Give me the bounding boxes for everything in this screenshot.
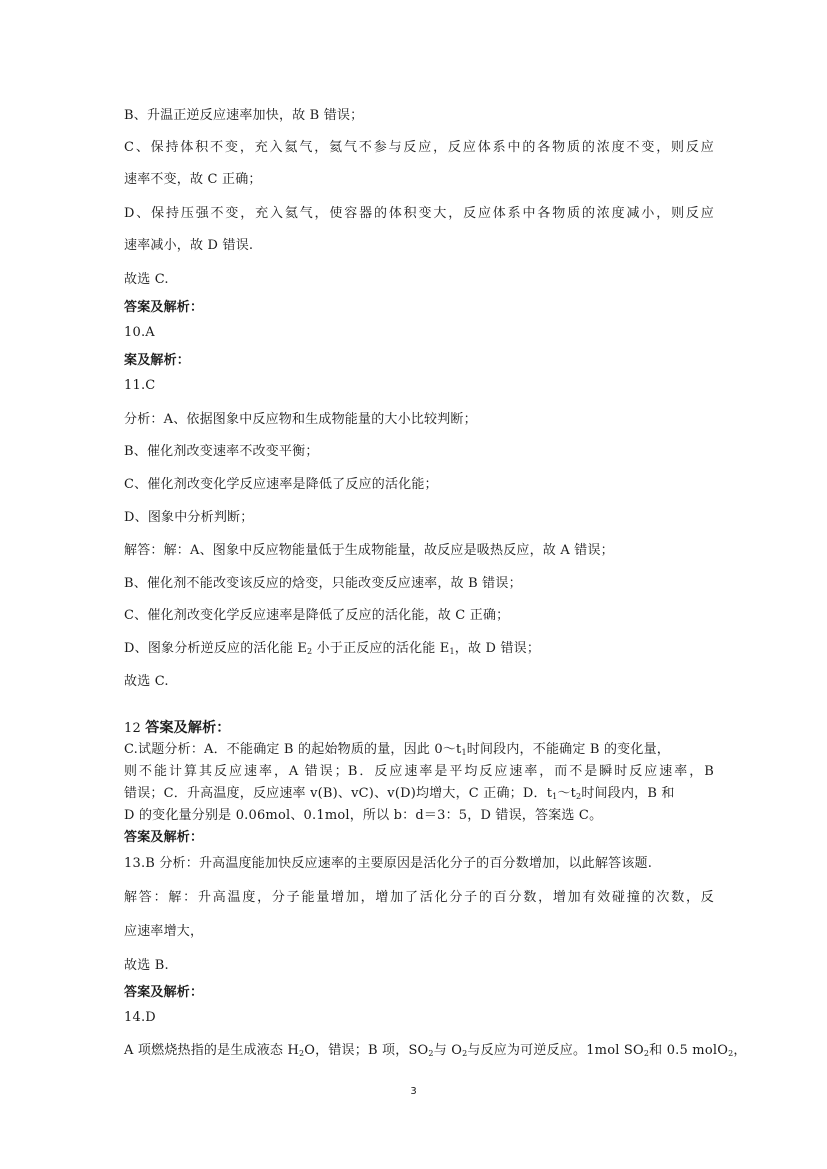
page-number: 3 <box>410 1086 417 1097</box>
q14-heading: 答案及解析： <box>124 985 204 1000</box>
q11-conclusion: 故选 C. <box>124 674 169 689</box>
q11-analysis-a: 分析：A、依据图象中反应物和生成物能量的大小比较判断； <box>124 412 477 427</box>
q12-line2: 则不能计算其反应速率，A 错误；B．反应速率是平均反应速率，而不是瞬时反应速率，B <box>124 764 714 779</box>
q11-solution-a: 解答：解：A、图象中反应物能量低于生成物能量，故反应是吸热反应，故 A 错误； <box>124 543 614 558</box>
q14-answer: 14.D <box>124 1010 156 1025</box>
q9-conclusion: 故选 C. <box>124 272 169 287</box>
q11-heading: 案及解析： <box>124 353 191 368</box>
q11-answer: 11.C <box>124 378 156 393</box>
q12-heading-line <box>124 720 714 737</box>
q11-solution-c: C、催化剂改变化学反应速率是降低了反应的活化能，故 C 正确； <box>124 608 510 623</box>
q11-solution-d: D、图象分析逆反应的活化能 $E_2$ 小于正反应的活化能 $E_1$，故 D 错误； <box>124 641 541 656</box>
q10-answer: 10.A <box>124 325 155 340</box>
q11-analysis-d: D、图象中分析判断； <box>124 510 254 525</box>
q14-line1: A 项燃烧热指的是生成液态 $H_2O$，错误；B 项，$SO_2$与 $O_2$与反应为可逆反应。1mol $SO_2$和 0.5 molO$_2$， <box>124 1043 747 1058</box>
q13-line2: 解答：解：升高温度，分子能量增加，增加了活化分子的百分数，增加有效碰撞的次数，反 <box>124 890 714 905</box>
q12-number: 12 <box>124 721 146 736</box>
q9-option-c-line1: C、保持体积不变，充入氦气，氦气不参与反应，反应体系中的各物质的浓度不变，则反应 <box>124 140 714 155</box>
q9-option-d-line1: D、保持压强不变，充入氦气，使容器的体积变大，反应体系中各物质的浓度减小，则反应 <box>124 206 714 221</box>
q9-option-b: B、升温正逆反应速率加快，故 B 错误； <box>124 108 364 123</box>
q10-heading: 答案及解析： <box>124 300 204 315</box>
q13-line3: 应速率增大， <box>124 924 204 939</box>
q9-option-c-line2: 速率不变，故 C 正确； <box>124 172 262 187</box>
q9-option-d-line2: 速率减小，故 D 错误. <box>124 238 254 253</box>
q12-line4: D 的变化量分别是 0.06mol、0.1mol，所以 b：d＝3：5，D 错误，答案选 C。 <box>124 808 603 823</box>
q11-analysis-b: B、催化剂改变速率不改变平衡； <box>124 444 319 459</box>
q11-solution-b: B、催化剂不能改变该反应的焓变，只能改变反应速率，故 B 错误； <box>124 576 522 591</box>
q13-conclusion: 故选 B. <box>124 958 169 973</box>
q11-analysis-c: C、催化剂改变化学反应速率是降低了反应的活化能； <box>124 477 438 492</box>
q13-line1: 13.B 分析：升高温度能加快反应速率的主要原因是活化分子的百分数增加，以此解答该题. <box>124 856 653 871</box>
q13-heading: 答案及解析： <box>124 830 204 845</box>
q12-line1: C.试题分析：A．不能确定 B 的起始物质的量，因此 $0\sim t_1$时间段内，不能确定 B 的变化量， <box>124 742 670 757</box>
q12-line3: 错误；C．升高温度，反应速率 v(B)、vC)、v(D)均增大，C 正确；D．$t_1\sim t_2$时间段内，B 和 <box>124 786 675 801</box>
q12-heading: 答案及解析： <box>145 720 231 736</box>
